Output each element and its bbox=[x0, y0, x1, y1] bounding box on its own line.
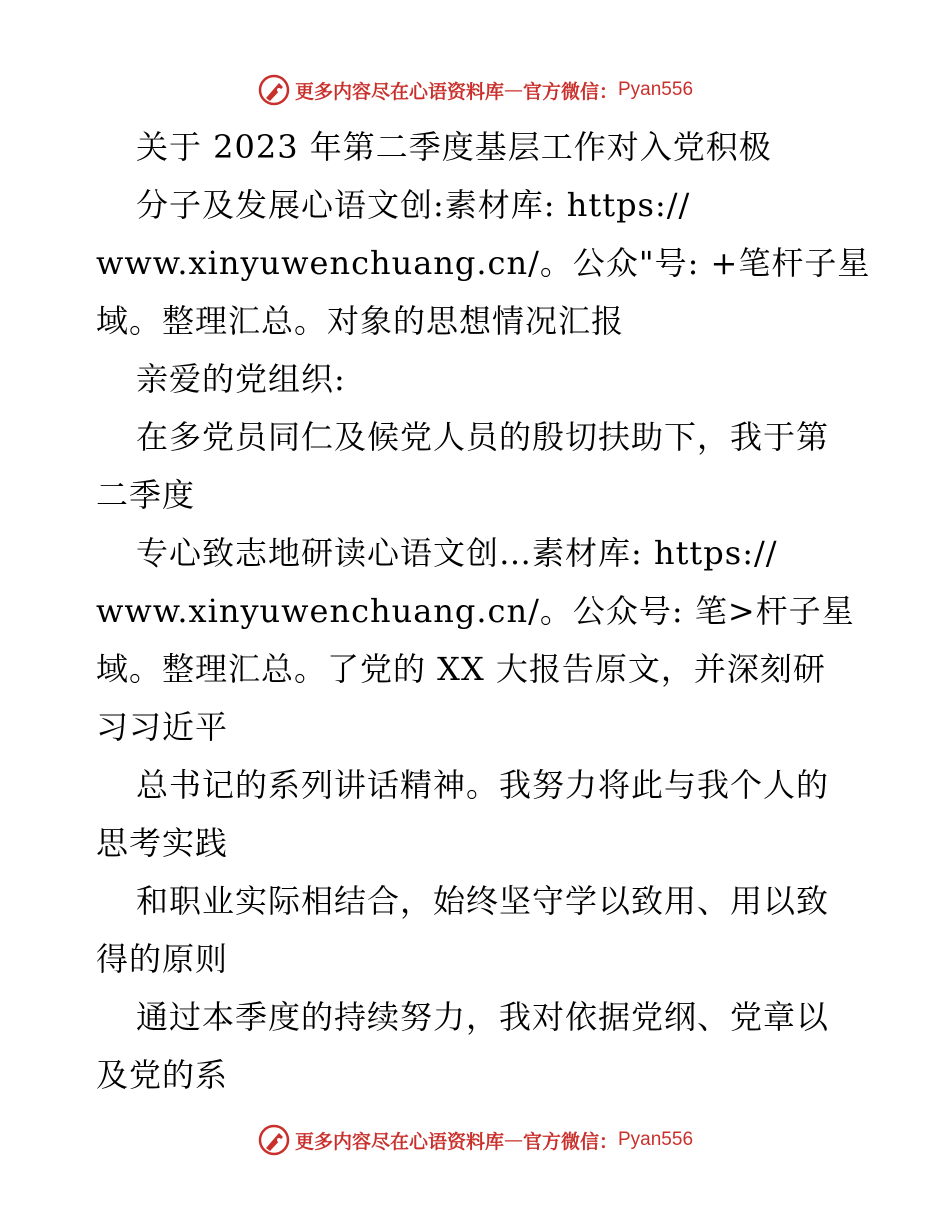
footer-watermark-banner bbox=[0, 1120, 950, 1160]
watermark-dash: — bbox=[503, 1129, 523, 1151]
watermark-wechat-label: 官方微信： bbox=[522, 1130, 618, 1153]
doc-line: 通过本季度的持续努力，我对依据党纲、党章以 bbox=[136, 998, 830, 1036]
doc-line: 习习近平 bbox=[96, 708, 229, 746]
doc-line: 得的原则 bbox=[96, 940, 229, 978]
doc-line: 域。整理汇总。对象的思想情况汇报 bbox=[96, 302, 625, 340]
watermark-text: 更多内容尽在心语资料库 bbox=[294, 80, 504, 103]
watermark-wechat-id: Pyan556 bbox=[618, 79, 694, 100]
watermark-wechat-id: Pyan556 bbox=[618, 1129, 694, 1150]
doc-line: www.xinyuwenchuang.cn/。公众号: 笔>杆子星 bbox=[96, 592, 855, 630]
watermark-wechat-label: 官方微信： bbox=[522, 80, 618, 103]
doc-line: 亲爱的党组织: bbox=[136, 360, 346, 398]
doc-line: 及党的系 bbox=[96, 1056, 229, 1094]
doc-line: 专心致志地研读心语文创…素材库: https:// bbox=[136, 534, 778, 572]
doc-line: 域。整理汇总。了党的 XX 大报告原文，并深刻研 bbox=[96, 650, 826, 688]
watermark-dash: — bbox=[503, 79, 523, 101]
doc-line: 在多党员同仁及候党人员的殷切扶助下，我于第 bbox=[136, 418, 830, 456]
pen-nib-logo-icon bbox=[257, 1123, 291, 1157]
watermark-text: 更多内容尽在心语资料库 bbox=[294, 1130, 504, 1153]
pen-nib-logo-icon bbox=[257, 73, 291, 107]
doc-line: 和职业实际相结合，始终坚守学以致用、用以致 bbox=[136, 882, 830, 920]
header-watermark-banner bbox=[0, 70, 950, 110]
document-body bbox=[96, 118, 871, 1104]
doc-line: www.xinyuwenchuang.cn/。公众"号: +笔杆子星 bbox=[96, 244, 871, 282]
doc-line: 思考实践 bbox=[96, 824, 229, 862]
doc-line: 分子及发展心语文创:素材库: https:// bbox=[136, 186, 691, 224]
doc-line: 二季度 bbox=[96, 476, 196, 514]
doc-line: 关于 2023 年第二季度基层工作对入党积极 bbox=[136, 128, 772, 166]
doc-line: 总书记的系列讲话精神。我努力将此与我个人的 bbox=[136, 766, 830, 804]
